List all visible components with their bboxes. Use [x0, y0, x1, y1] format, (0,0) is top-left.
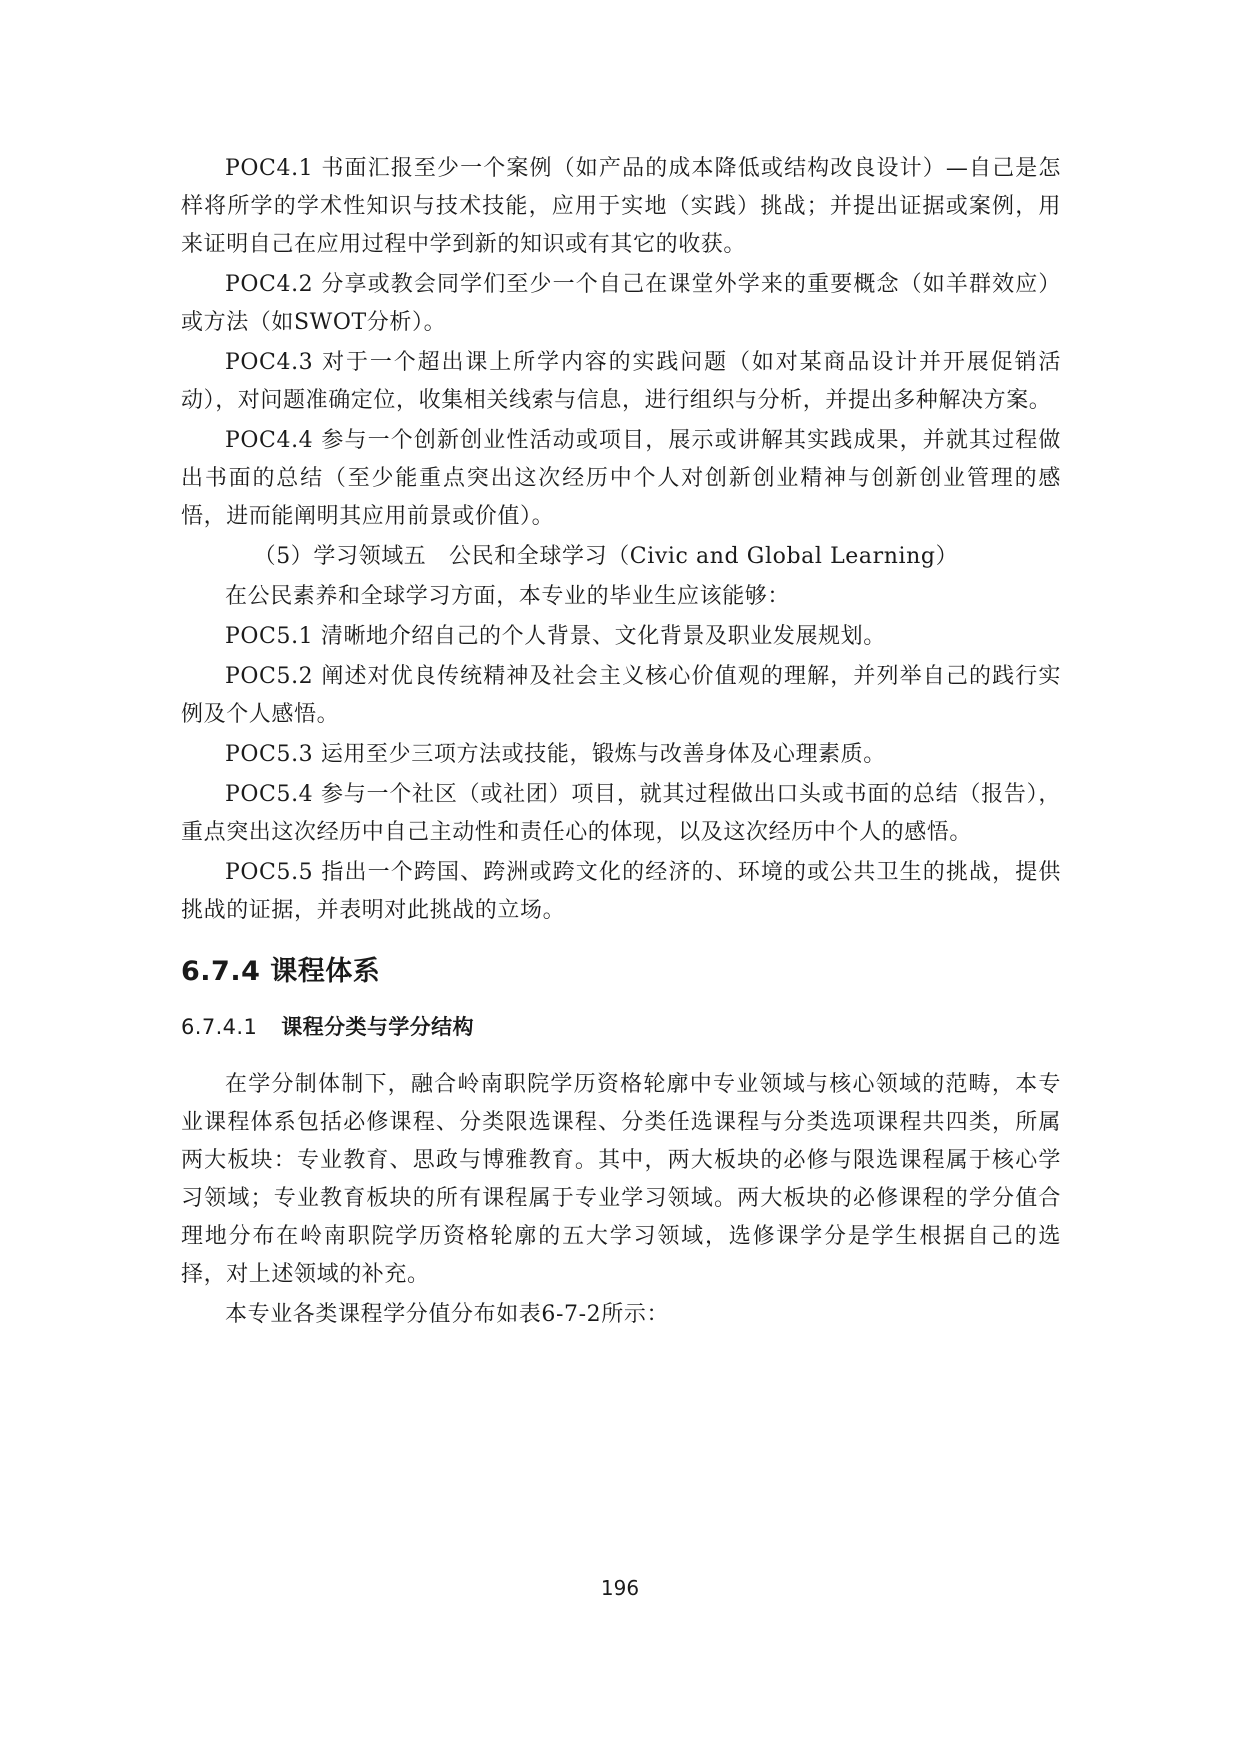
page-number: 196 [600, 1576, 640, 1600]
subsection-number: 6.7.4.1 [181, 1015, 258, 1039]
poc-5-1: POC5.1 清晰地介绍自己的个人背景、文化背景及职业发展规划。 [225, 624, 886, 649]
curriculum-paragraph: 在学分制体制下，融合岭南职院学历资格轮廓中专业领域与核心领域的范畴，本专业课程体系包括必修课程、分类限选课程、分类任选课程与分类选项课程共四类，所属两大板块：专业教育、思政与博雅教育。其中，两大板块的必修与限选课程属于核心学习领域；专业教育板块的所有课程属于专业学习领域。两大板块的必修课程的学分值合理地分布在岭南职院学历资格轮廓的五大学习领域，选修课学分是学生根据自己的选择，对上述领域的补充。 [181, 1072, 1061, 1287]
domain-5-intro: 在公民素养和全球学习方面，本专业的毕业生应该能够： [225, 584, 791, 609]
subsection-title [181, 1010, 1061, 1044]
table-reference-paragraph: 本专业各类课程学分值分布如表6-7-2所示： [225, 1302, 670, 1327]
poc-4-1: POC4.1 书面汇报至少一个案例（如产品的成本降低或结构改良设计）—自己是怎样将所学的学术性知识与技术技能，应用于实地（实践）挑战；并提出证据或案例，用来证明自己在应用过程中学到新的知识或有其它的收获。 [181, 156, 1061, 257]
document-page [181, 150, 1061, 1336]
poc-5-2: POC5.2 阐述对优良传统精神及社会主义核心价值观的理解，并列举自己的践行实例及个人感悟。 [181, 664, 1061, 727]
poc-5-5: POC5.5 指出一个跨国、跨洲或跨文化的经济的、环境的或公共卫生的挑战，提供挑战的证据，并表明对此挑战的立场。 [181, 860, 1061, 923]
poc-4-2: POC4.2 分享或教会同学们至少一个自己在课堂外学来的重要概念（如羊群效应）或方法（如SWOT分析）。 [181, 272, 1061, 335]
subsection-label: 课程分类与学分结构 [281, 1015, 474, 1039]
domain-5-heading: （5）学习领域五 公民和全球学习（Civic and Global Learning） [253, 544, 959, 569]
poc-4-4: POC4.4 参与一个创新创业性活动或项目，展示或讲解其实践成果，并就其过程做出书面的总结（至少能重点突出这次经历中个人对创新创业精神与创新创业管理的感悟，进而能阐明其应用前景或价值）。 [181, 428, 1061, 529]
poc-5-4: POC5.4 参与一个社区（或社团）项目，就其过程做出口头或书面的总结（报告），重点突出这次经历中自己主动性和责任心的体现，以及这次经历中个人的感悟。 [181, 782, 1061, 845]
poc-4-3: POC4.3 对于一个超出课上所学内容的实践问题（如对某商品设计并开展促销活动），对问题准确定位，收集相关线索与信息，进行组织与分析，并提出多种解决方案。 [181, 350, 1061, 413]
section-title: 6.7.4 课程体系 [181, 956, 381, 987]
poc-5-3: POC5.3 运用至少三项方法或技能，锻炼与改善身体及心理素质。 [225, 742, 886, 767]
